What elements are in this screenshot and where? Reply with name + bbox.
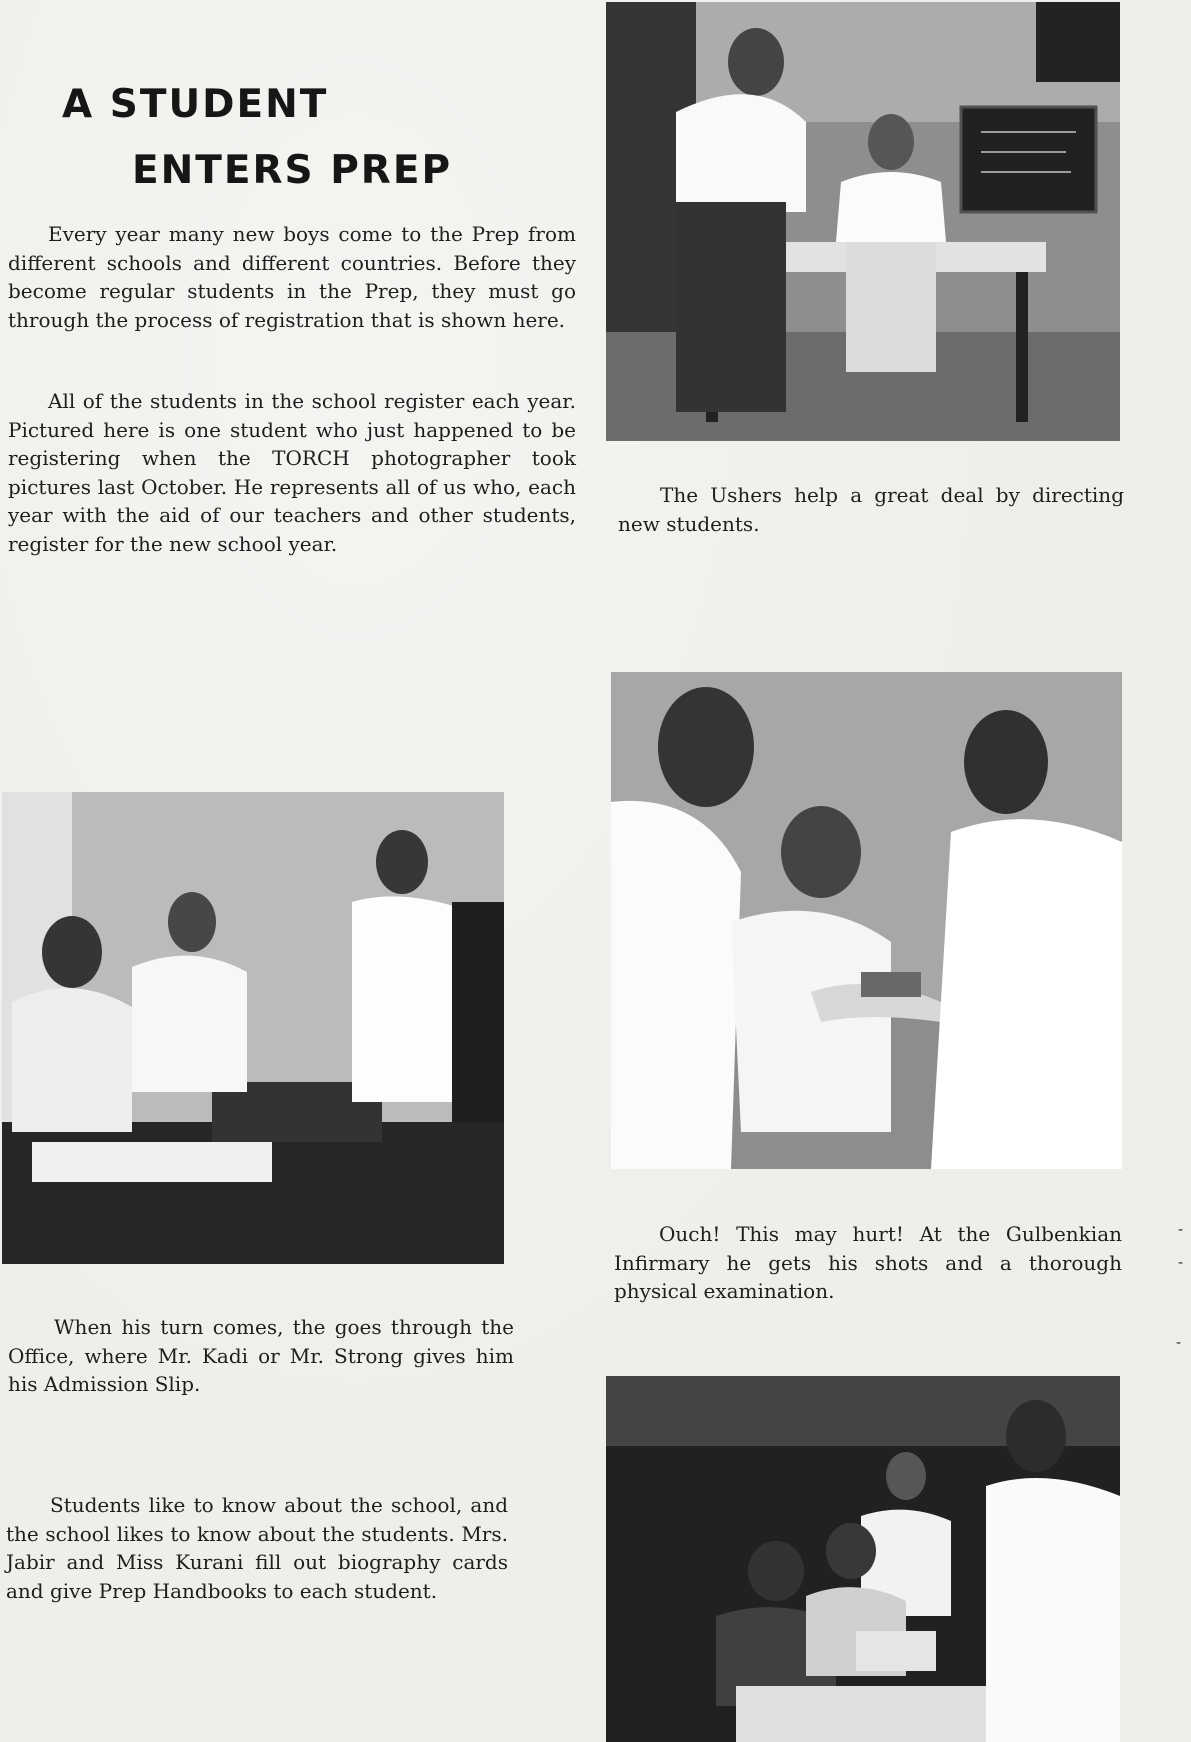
intro-paragraph-2: All of the students in the school register each year. Pictured here is one student who just happened to be registering when the TORCH photographer took pictures last October. He represents all of us who, each year with the aid of our teachers and other students, register for the new school year. bbox=[8, 389, 576, 556]
intro-paragraph-1: Every year many new boys come to the Prep from different schools and different countries. Before they become regular students in the Prep, they must go through the process of registration that is shown here. bbox=[8, 222, 576, 332]
office-caption: When his turn comes, the goes through the Office, where Mr. Kadi or Mr. Strong gives him his Admission Slip. bbox=[8, 1315, 514, 1396]
office-photo bbox=[2, 792, 504, 1264]
page-title-line-2: ENTERS PREP bbox=[132, 148, 453, 193]
margin-mark: - bbox=[1178, 1255, 1184, 1271]
margin-mark: - bbox=[1178, 1222, 1184, 1238]
margin-mark: - bbox=[1176, 1335, 1182, 1351]
infirmary-caption: Ouch! This may hurt! At the Gulbenkian Infirmary he gets his shots and a thorough physical examination. bbox=[614, 1222, 1122, 1303]
biography-photo bbox=[606, 1376, 1120, 1742]
infirmary-photo bbox=[611, 672, 1122, 1169]
ushers-caption: The Ushers help a great deal by directing new students. bbox=[618, 483, 1124, 536]
biography-caption: Students like to know about the school, and the school likes to know about the students. Mrs. Jabir and Miss Kurani fill out biography cards and give Prep Handbooks to each student. bbox=[6, 1493, 508, 1603]
page-title-line-1: A STUDENT bbox=[62, 82, 329, 127]
ushers-photo bbox=[606, 2, 1120, 441]
